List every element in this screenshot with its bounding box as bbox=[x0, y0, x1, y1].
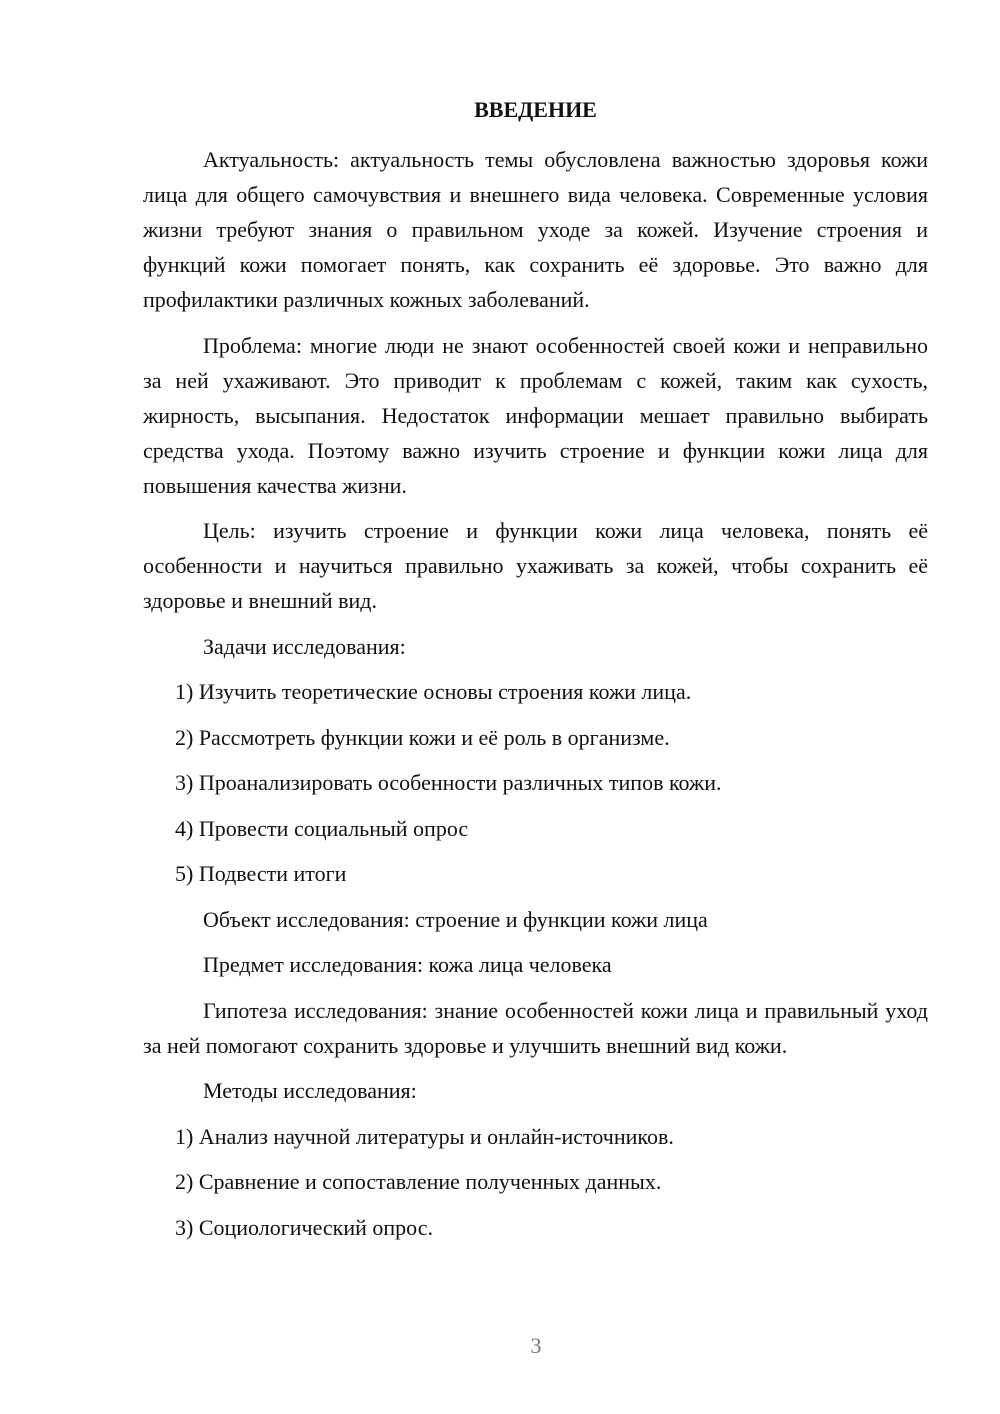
object-paragraph: Объект исследования: строение и функции кожи лица bbox=[203, 906, 708, 932]
hypothesis-paragraph: Гипотеза исследования: знание особенностей кожи лица и правильный уход за ней помогают сохранить здоровье и улучшить внешний вид кожи. bbox=[143, 997, 928, 1058]
methods-heading: Методы исследования: bbox=[203, 1078, 417, 1103]
document-page bbox=[143, 92, 928, 1255]
task-item: 5) Подвести итоги bbox=[175, 861, 347, 886]
task-item: 2) Рассмотреть функции кожи и её роль в организме. bbox=[175, 724, 670, 750]
method-item: 2) Сравнение и сопоставление полученных данных. bbox=[175, 1169, 662, 1194]
relevance-paragraph: Актуальность: актуальность темы обусловлена важностью здоровья кожи лица для общего самочувствия и внешнего вида человека. Современные условия жизни требуют знания о правильном уходе за кожей. Изучение строения и функций кожи помогает понять, как сохранить её здоровье. Это важно для профилактики различных кожных заболеваний. bbox=[143, 147, 928, 312]
task-item: 3) Проанализировать особенности различных типов кожи. bbox=[175, 770, 722, 795]
method-item: 3) Социологический опрос. bbox=[175, 1214, 433, 1240]
page-title: ВВЕДЕНИЕ bbox=[474, 97, 597, 122]
tasks-heading: Задачи исследования: bbox=[203, 633, 406, 659]
task-item: 1) Изучить теоретические основы строения кожи лица. bbox=[175, 679, 692, 704]
method-item: 1) Анализ научной литературы и онлайн-источников. bbox=[175, 1123, 674, 1149]
task-item: 4) Провести социальный опрос bbox=[175, 815, 469, 841]
goal-paragraph: Цель: изучить строение и функции кожи лица человека, понять её особенности и научиться правильно ухаживать за кожей, чтобы сохранить её здоровье и внешний вид. bbox=[143, 518, 928, 613]
page-number: 3 bbox=[530, 1333, 542, 1358]
problem-paragraph: Проблема: многие люди не знают особенностей своей кожи и неправильно за ней ухаживают. Это приводит к проблемам с кожей, таким как сухость, жирность, высыпания. Недостаток информации мешает правильно выбирать средства ухода. Поэтому важно изучить строение и функции кожи лица для повышения качества жизни. bbox=[143, 332, 928, 498]
subject-paragraph: Предмет исследования: кожа лица человека bbox=[203, 952, 612, 977]
